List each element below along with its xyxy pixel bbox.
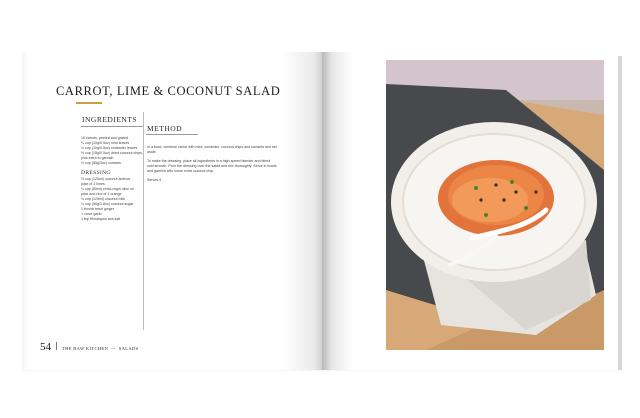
dressing-item: juice and rind of 1 orange bbox=[81, 191, 122, 196]
ingredient-item: ½ cup (15g/0.5oz) dried coconut chips, plus extra to garnish bbox=[81, 151, 143, 161]
method-steps bbox=[147, 145, 277, 188]
method-serves: Serves 4 bbox=[147, 178, 162, 183]
dressing-item: 1 thumb fresh ginger bbox=[81, 207, 114, 212]
right-page bbox=[322, 52, 618, 370]
method-heading-rule bbox=[146, 134, 198, 135]
dressing-item: ¼ cup (50g/1.8oz) coconut sugar bbox=[81, 202, 134, 207]
page-footer bbox=[40, 341, 138, 353]
page-number: 54 bbox=[40, 341, 51, 353]
ingredients-list bbox=[81, 136, 147, 222]
dressing-item: ¼ cup (125ml) coconut milk bbox=[81, 196, 125, 201]
ingredients-heading: INGREDIENTS bbox=[82, 115, 138, 124]
ingredient-item: ¼ cup (10g/0.5oz) mint leaves bbox=[81, 141, 130, 146]
dressing-heading: DRESSING bbox=[81, 169, 111, 176]
dressing-item: 1 tsp Himalayan sea salt bbox=[81, 217, 121, 222]
ingredient-item: ½ cup (85g/3oz) currants bbox=[81, 161, 121, 166]
ingredient-item: 10 carrots, peeled and grated bbox=[81, 136, 128, 140]
dressing-item: ½ cup (125ml) coconut aminos bbox=[81, 176, 131, 181]
dressing-item: ¼ cup (65ml) extra-virgin olive oil bbox=[81, 186, 134, 191]
section-name: SALADS bbox=[118, 346, 139, 351]
page-edge bbox=[618, 56, 622, 370]
open-book-spread bbox=[22, 52, 618, 370]
footer-separator: — bbox=[111, 346, 116, 351]
ingredient-item: ¼ cup (10g/0.5oz) coriander leaves bbox=[81, 146, 138, 151]
dressing-item: 1 clove garlic bbox=[81, 212, 102, 217]
salad-photo-illustration bbox=[386, 60, 604, 350]
method-heading: METHOD bbox=[147, 124, 183, 133]
ingredients-heading-rule bbox=[81, 126, 143, 127]
title-accent-rule bbox=[76, 102, 102, 104]
left-page bbox=[22, 52, 322, 370]
dressing-item: juice of 2 limes bbox=[81, 181, 105, 186]
salad-photo bbox=[386, 60, 604, 350]
method-step: To make the dressing, place all ingredients in a high-speed blender and blend until smooth. Pour the dressing over the salad and mix thoroughly. Serve in bowls and garnish with some extra coconut chip. bbox=[147, 159, 277, 174]
footer-divider bbox=[56, 342, 57, 350]
book-title: THE RAW KITCHEN bbox=[62, 346, 109, 351]
recipe-title: CARROT, LIME & COCONUT SALAD bbox=[56, 84, 281, 98]
method-step: In a bowl, combine carrot with mint, coriander, coconut chips and currants and set aside. bbox=[147, 145, 277, 155]
